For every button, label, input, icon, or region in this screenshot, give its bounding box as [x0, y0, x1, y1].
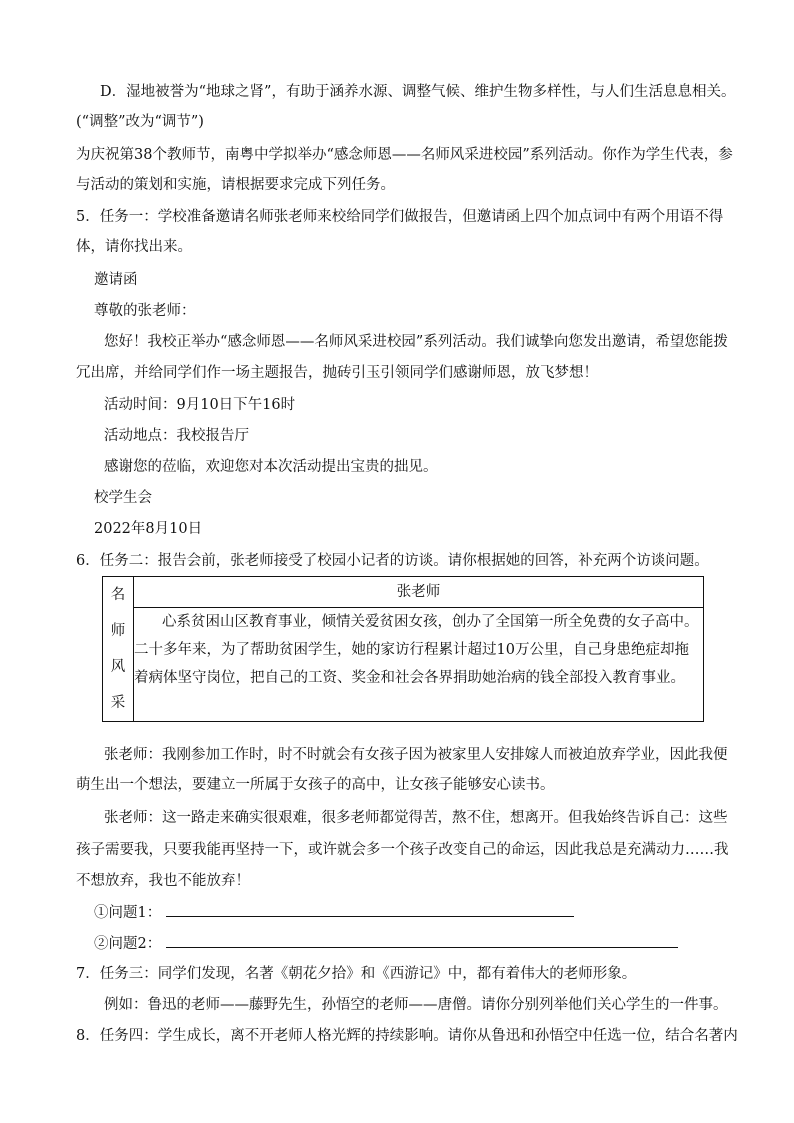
circled-number-1: ①	[94, 905, 109, 921]
answer-2-line-1: 张老师：这一路走来确实很艰难，很多老师都觉得苦，熬不住，想离开。但我始终告诉自己：这些	[104, 810, 728, 826]
option-d-answer: (“调整”改为“调节”)	[76, 114, 204, 130]
answer-blank-2[interactable]	[166, 933, 678, 948]
question-blank-1	[94, 902, 574, 923]
invitation-salutation: 尊敬的张老师：	[94, 303, 196, 319]
blank-1-label: 问题1：	[108, 905, 162, 921]
question-7-line-1: 7．任务三：同学们发现，名著《朝花夕拾》和《西游记》中，都有着伟大的老师形象。	[76, 966, 637, 982]
answer-2-line-3: 不想放弃，我也不能放弃！	[76, 873, 250, 889]
table-body-text: 心系贫困山区教育事业，倾情关爱贫困女孩，创办了全国第一所全免费的女子高中。二十多年来，为了帮助贫困学生，她的家访行程累计超过10万公里，自己身患绝症却拖着病体坚守岗位，把自己的工资、奖金和社会各界捐助她治病的钱全部投入教育事业。	[134, 614, 699, 686]
question-5-line-1: 5．任务一：学校准备邀请名师张老师来校给同学们做报告，但邀请函上四个加点词中有两个用语不得	[76, 209, 724, 225]
invitation-place: 活动地点：我校报告厅	[104, 428, 249, 444]
invitation-time: 活动时间：9月10日下午16时	[104, 397, 296, 413]
invitation-sender: 校学生会	[94, 490, 152, 506]
table-body	[134, 608, 704, 722]
question-8-line-1: 8．任务四：学生成长，离不开老师人格光辉的持续影响。请你从鲁迅和孙悟空中任选一位，结合名著内	[76, 1028, 738, 1044]
side-char: 师	[110, 623, 126, 639]
table-header: 张老师	[134, 577, 704, 608]
invitation-body-2: 冗出席，并给同学们作一场主题报告，抛砖引玉引领同学们感谢师恩，放飞梦想！	[76, 365, 598, 381]
intro-line-2: 与活动的策划和实施，请根据要求完成下列任务。	[76, 177, 395, 193]
question-blank-2	[94, 933, 678, 954]
side-char: 名	[110, 587, 126, 603]
blank-2-label: 问题2：	[108, 936, 162, 952]
option-d-text: D．湿地被誉为“地球之肾”，有助于涵养水源、调整气候、维护生物多样性，与人们生活息息相关。	[100, 84, 736, 100]
teacher-profile-table	[102, 576, 704, 722]
answer-2-line-2: 孩子需要我，只要我能再坚持一下，或许就会多一个孩子改变自己的命运，因此我总是充满动力……我	[76, 842, 729, 858]
answer-1-line-1: 张老师：我刚参加工作时，时不时就会有女孩子因为被家里人安排嫁人而被迫放弃学业，因此我便	[104, 747, 728, 763]
intro-line-1: 为庆祝第38个教师节，南粤中学拟举办“感念师恩——名师风采进校园”系列活动。你作为学生代表，参	[76, 147, 733, 163]
invitation-body-1: 您好！我校正举办“感念师恩——名师风采进校园”系列活动。我们诚挚向您发出邀请，希望您能拨	[104, 334, 728, 350]
circled-number-2: ②	[94, 936, 109, 952]
question-7-line-2: 例如：鲁迅的老师——藤野先生，孙悟空的老师——唐僧。请你分别列举他们关心学生的一件事。	[104, 997, 728, 1013]
table-side-label	[103, 577, 134, 722]
invitation-date: 2022年8月10日	[94, 521, 203, 537]
invitation-thanks: 感谢您的莅临，欢迎您对本次活动提出宝贵的拙见。	[104, 459, 438, 475]
side-char: 采	[110, 695, 126, 711]
question-5-line-2: 体，请你找出来。	[76, 239, 192, 255]
side-char: 风	[110, 659, 126, 675]
answer-1-line-2: 萌生出一个想法，要建立一所属于女孩子的高中，让女孩子能够安心读书。	[76, 777, 555, 793]
question-6-prompt: 6．任务二：报告会前，张老师接受了校园小记者的访谈。请你根据她的回答，补充两个访谈问题。	[76, 553, 709, 569]
answer-blank-1[interactable]	[166, 902, 574, 917]
invitation-title: 邀请函	[94, 272, 138, 288]
